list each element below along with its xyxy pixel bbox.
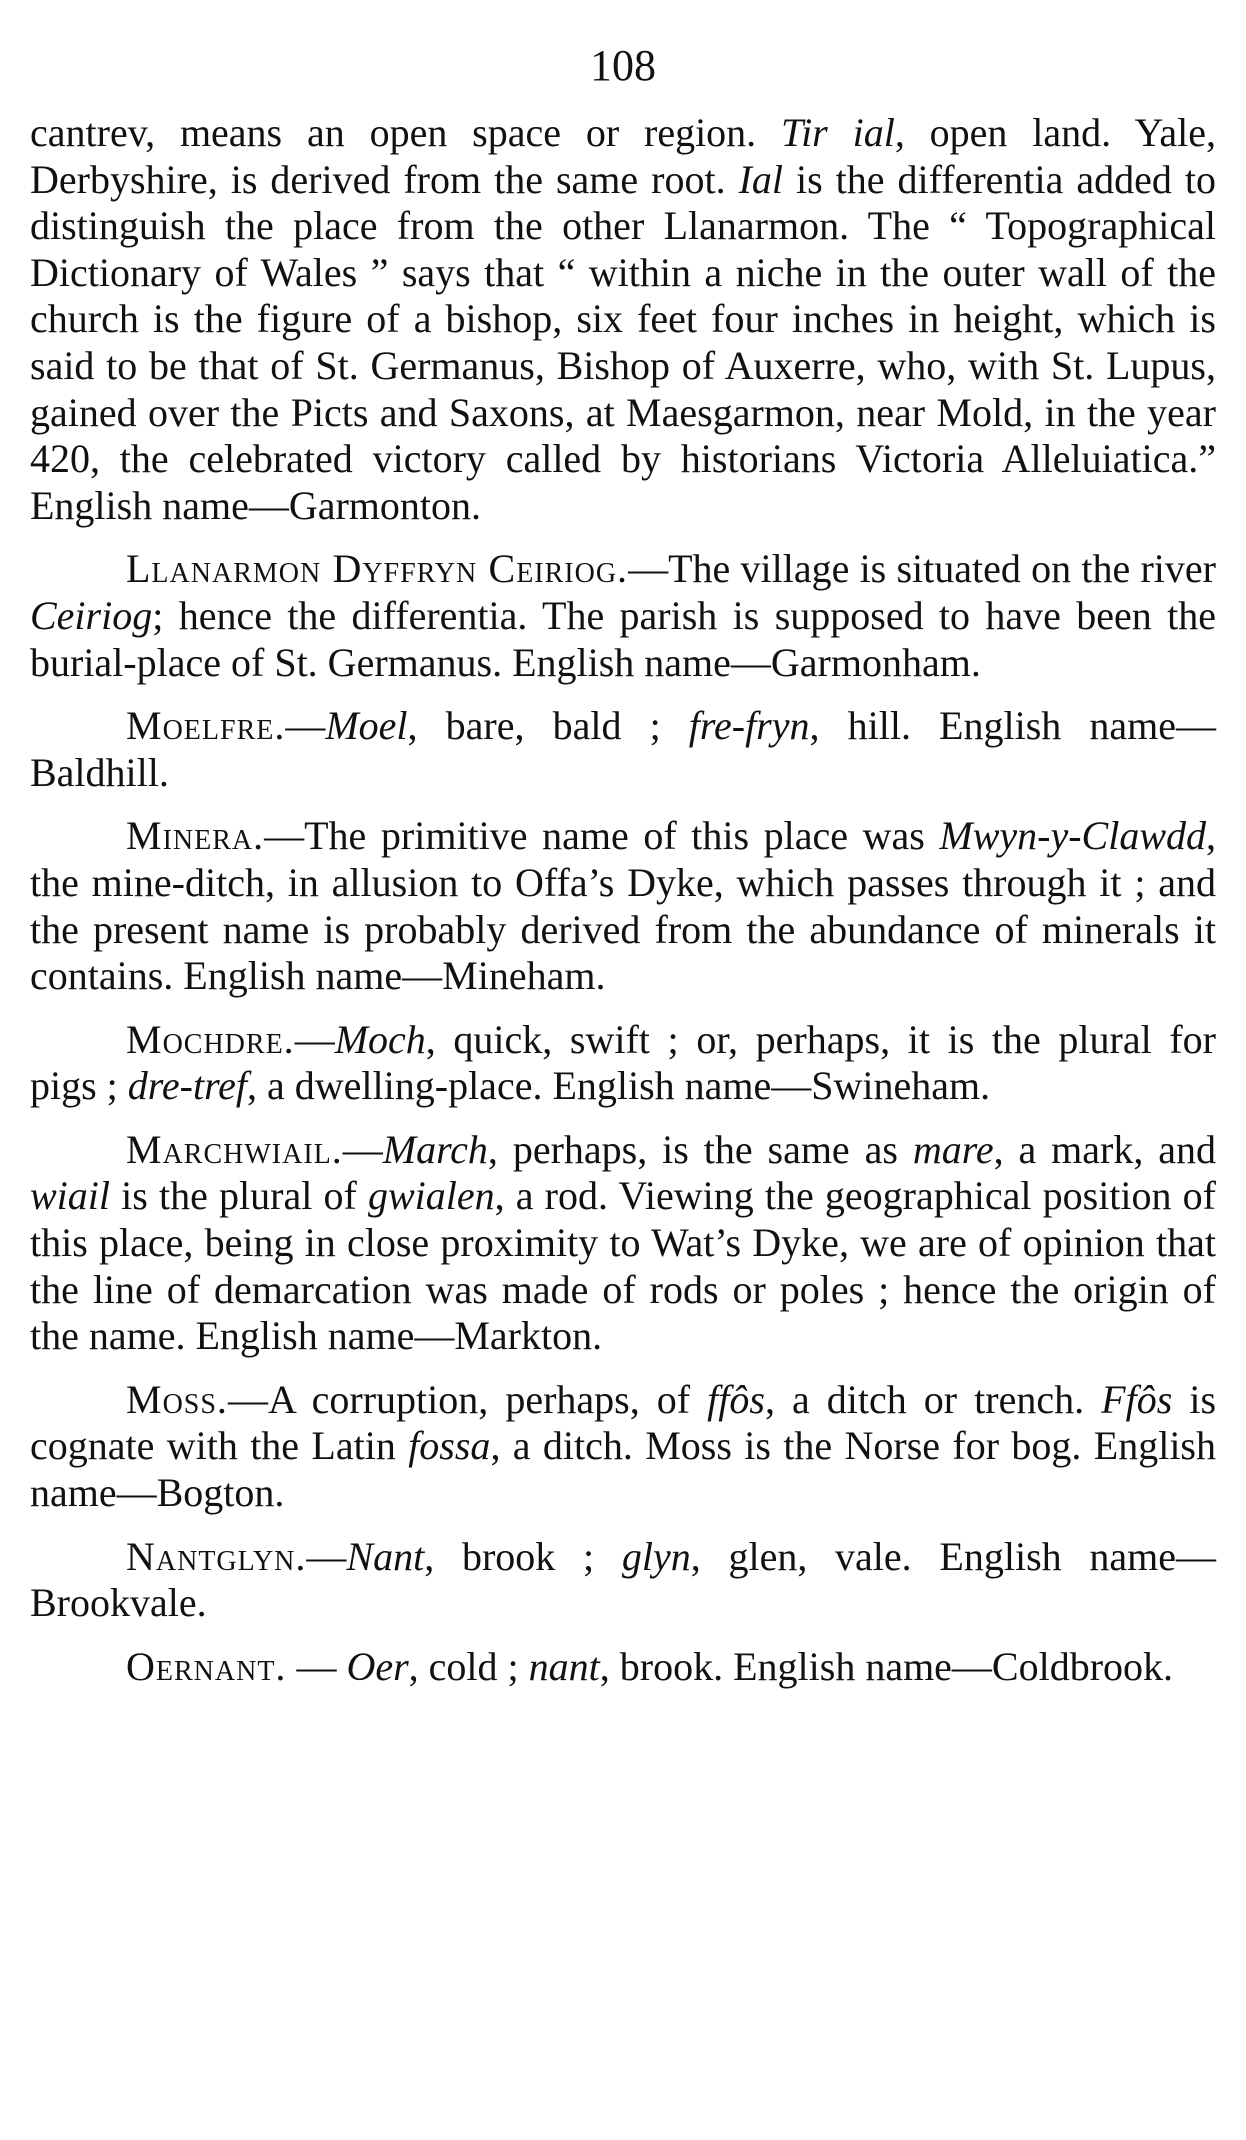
entry-text: , a rod. Viewing the geographical position of this place, being in close proximity to Wat’s Dyke, we are of opinion that the line of demarcation was made of rods or poles ; hence the origin of the name. English name—Markton. [30,1173,1216,1359]
italic-term: Moch [334,1016,426,1062]
entry-text: — [294,1016,335,1062]
entry-text: , open land. Yale, Derbyshire, is derived from the same root. [30,110,1216,202]
italic-term: Ial [738,156,783,202]
entry-text: , hill. English name—Baldhill. [30,703,1217,795]
italic-term: Mwyn-y-Clawdd [939,813,1206,859]
entry-text: cantrev, means an open space or region. [30,110,782,155]
entry-text: is cognate with the Latin [30,1376,1217,1469]
entry-text: —The primitive name of this place was [264,813,940,859]
italic-term: Ceiriog [30,592,153,638]
italic-term: March [382,1126,488,1172]
italic-term: gwialen [367,1173,495,1219]
italic-term: wiail [30,1173,111,1219]
entry-text: — [306,1533,347,1579]
entry-headword: Marchwiail. [126,1126,343,1172]
entry-text: , bare, bald ; [407,703,689,749]
entry-text: is the plural of [110,1173,368,1219]
entry-text: , quick, swift ; or, perhaps, it is the plural for pigs ; [30,1016,1216,1109]
italic-term: Tir ial [781,110,895,155]
entry-text: , glen, vale. English name—Brookvale. [30,1533,1216,1626]
entry-headword: Minera. [126,813,265,859]
entry-text: , the mine-ditch, in allusion to Offa’s Dyke, which passes through it ; and the present name is probably derived from the abundance of minerals it contains. English name—Mineham. [30,813,1216,999]
entry-text: — [342,1126,383,1172]
entry-text: —A corruption, perhaps, of [227,1376,708,1422]
entry [30,1127,1216,1360]
italic-term: Moel [325,703,408,749]
italic-term: fossa [408,1423,491,1469]
entry [30,813,1216,999]
entry-text: , brook ; [424,1533,622,1579]
italic-term: Ffôs [1101,1376,1173,1422]
entry-text: — [285,703,326,749]
entry-text: is the differentia added to distinguish the place from the other Llanarmon. The “ Topographical Dictionary of Wales ” says that “ within a niche in the outer wall of the church is the figure of a bishop, six feet four inches in height, which is said to be that of St. Germanus, Bishop of Auxerre, who, with St. Lupus, gained over the Picts and Saxons, at Maesgarmon, near Mold, in the year 420, the celebrated victory called by historians Victoria Alleluiatica.” English name—Garmonton. [30,156,1216,528]
entry-headword: Nantglyn. [126,1533,307,1579]
entry-continuation [30,110,1216,529]
entry [30,1534,1216,1627]
italic-term: ffôs [707,1376,765,1422]
entry-text: , a dwelling-place. English name—Swineham. [247,1063,991,1109]
entry-headword: Mochdre. [126,1016,295,1062]
italic-term: glyn [621,1533,691,1579]
entry-headword: Oernant. [126,1643,287,1689]
entry-text: , a mark, and [993,1126,1217,1172]
entry-text: , perhaps, is the same as [487,1126,913,1172]
entry-text: — [286,1643,347,1689]
italic-term: Oer [346,1643,409,1689]
book-page [30,36,1216,1690]
entry-text: , cold ; [408,1643,529,1689]
italic-term: Nant [346,1533,425,1579]
entry-text: , a ditch. Moss is the Norse for bog. English name—Bogton. [30,1423,1216,1516]
entry [30,546,1216,686]
entry-text: ; hence the differentia. The parish is supposed to have been the burial-place of St. Germanus. English name—Garmonham. [30,592,1216,685]
italic-term: mare [912,1126,994,1172]
entry [30,1377,1216,1517]
page-number: 108 [590,41,656,90]
entry-headword: Moelfre. [126,703,286,749]
entry-headword: Llanarmon Dyffryn Ceiriog. [126,546,629,592]
italic-term: dre-tref [127,1063,248,1109]
entry-text: —The village is situated on the river [628,546,1216,592]
entry [30,1017,1216,1110]
entry [30,1644,1216,1691]
entry-text: , brook. English name—Coldbrook. [599,1643,1174,1689]
italic-term: nant [528,1643,600,1689]
entry [30,703,1216,796]
entries-list [30,110,1216,1690]
entry-text: , a ditch or trench. [764,1376,1102,1422]
italic-term: fre-fryn [688,703,810,749]
entry-headword: Moss. [126,1376,228,1422]
